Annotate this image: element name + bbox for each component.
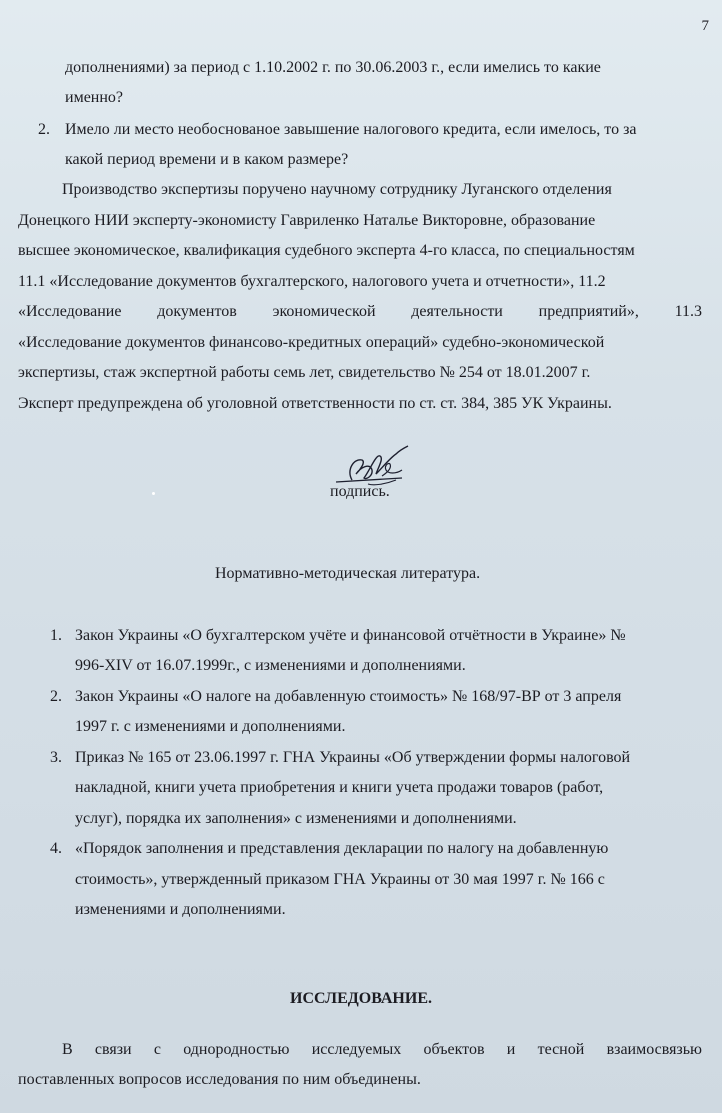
literature-item-line: изменениями и дополнениями. [75,901,286,918]
expert-paragraph-line: Эксперт предупреждена об уголовной ответственности по ст. ст. 384, 385 УК Украины. [18,395,612,412]
literature-item-line: Закон Украины «О бухгалтерском учёте и финансовой отчётности в Украине» № [75,627,626,644]
research-line: В связи с однородностью исследуемых объектов и тесной взаимосвязью [62,1041,702,1058]
research-line: поставленных вопросов исследования по ним объединены. [18,1071,421,1088]
research-heading: ИССЛЕДОВАНИЕ. [290,990,432,1007]
expert-paragraph-line: Донецкого НИИ эксперту-экономисту Гавриленко Наталье Викторовне, образование [18,212,596,229]
literature-item-line: 1997 г. с изменениями и дополнениями. [75,718,346,735]
paper-speck [152,492,155,495]
literature-item-line: накладной, книги учета приобретения и книги учета продажи товаров (работ, [75,779,604,796]
literature-heading: Нормативно-методическая литература. [215,565,481,582]
question2-line2: какой период времени и в каком размере? [65,151,349,168]
literature-item-line: услуг), порядка их заполнения» с изменениями и дополнениями. [75,810,517,827]
question1-continued-line2: именно? [65,89,124,106]
expert-paragraph-line: высшее экономическое, квалификация судебного эксперта 4-го класса, по специальностям [18,242,635,259]
literature-item-line: 996-XIV от 16.07.1999г., с изменениями и дополнениями. [75,657,466,674]
question2-line1: Имело ли место необоснованое завышение налогового кредита, если имелось, то за [65,121,637,138]
expert-paragraph-line: «Исследование документов экономической деятельности предприятий», 11.3 [18,303,702,320]
expert-paragraph-line: Производство экспертизы поручено научному сотруднику Луганского отделения [62,181,612,198]
page-number: 7 [701,18,709,34]
literature-item-number: 3. [50,749,62,766]
literature-item-line: стоимость», утвержденный приказом ГНА Украины от 30 мая 1997 г. № 166 с [75,871,605,888]
expert-paragraph-line: 11.1 «Исследование документов бухгалтерского, налогового учета и отчетности», 11.2 [18,273,606,290]
literature-item-line: Приказ № 165 от 23.06.1997 г. ГНА Украины «Об утверждении формы налоговой [75,749,631,766]
question2-number: 2. [38,121,50,138]
literature-item-number: 2. [50,688,62,705]
literature-item-line: «Порядок заполнения и представления декларации по налогу на добавленную [75,840,609,857]
literature-item-number: 1. [50,627,62,644]
literature-item-number: 4. [50,840,62,857]
question1-continued-line1: дополнениями) за период с 1.10.2002 г. по 30.06.2003 г., если имелись то какие [65,59,601,76]
expert-paragraph-line: экспертизы, стаж экспертной работы семь лет, свидетельство № 254 от 18.01.2007 г. [18,364,591,381]
literature-item-line: Закон Украины «О налоге на добавленную стоимость» № 168/97-ВР от 3 апреля [75,688,622,705]
expert-paragraph-line: «Исследование документов финансово-кредитных операций» судебно-экономической [18,334,605,351]
signature-caption: подпись. [330,483,390,500]
